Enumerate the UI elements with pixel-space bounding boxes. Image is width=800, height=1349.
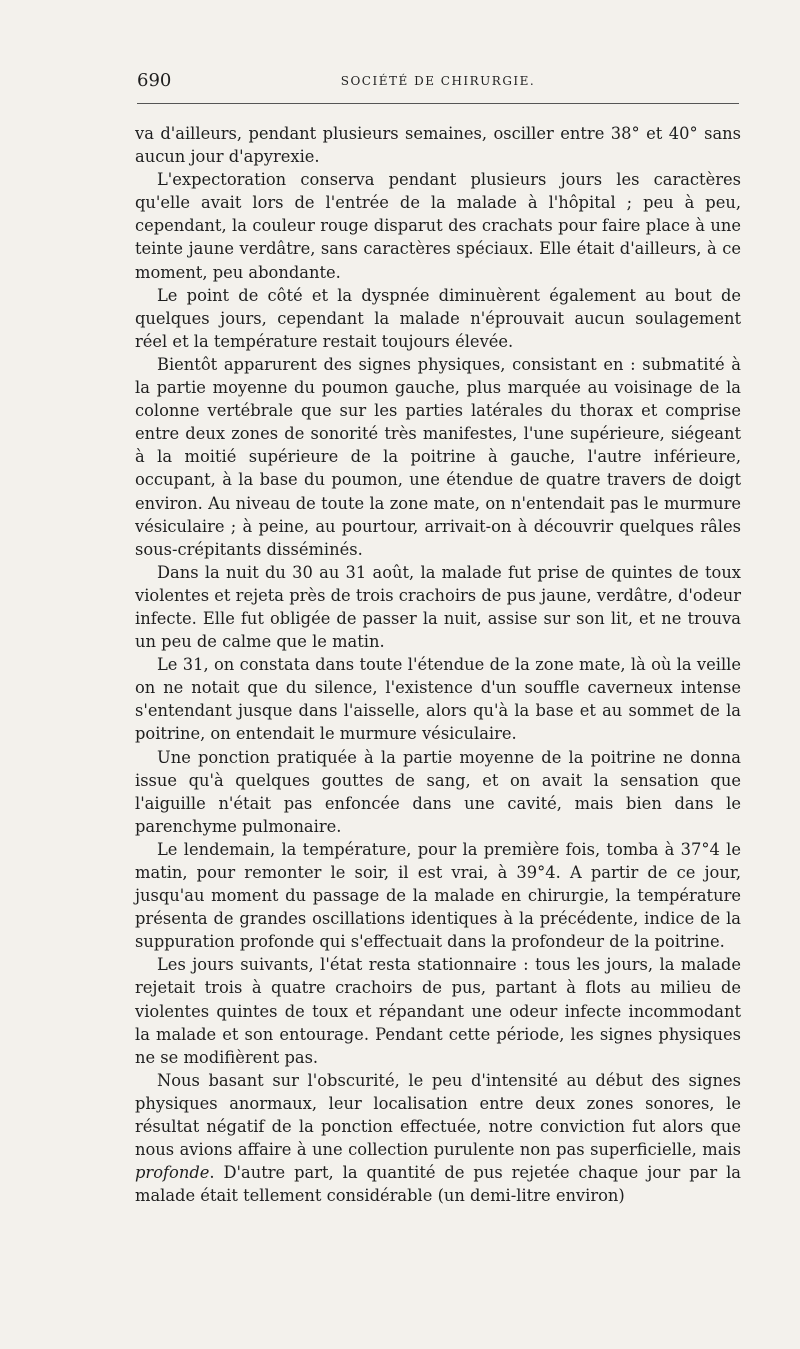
paragraph-text: Nous basant sur l'obscurité, le peu d'intensité au début des signes physiques anormaux, leur localisation entre deux zones sonores, le résultat négatif de la ponction effectuée, notre conviction fut alors que nous avions affaire à une collection purulente non pas superficielle, mais — [135, 1070, 741, 1160]
header-rule — [137, 103, 739, 104]
body-text — [135, 122, 741, 1207]
paragraph: Le 31, on constata dans toute l'étendue de la zone mate, là où la veille on ne notait que du silence, l'existence d'un souffle caverneux intense s'entendant jusque dans l'aisselle, alors qu'à la base et au sommet de la poitrine, on entendait le murmure vésiculaire. — [135, 655, 741, 744]
paragraph: Les jours suivants, l'état resta stationnaire : tous les jours, la malade rejetait trois à quatre crachoirs de pus, partant à flots au milieu de violentes quintes de toux et répandant une odeur infecte incommodant la malade et son entourage. Pendant cette période, les signes physiques ne se modifièrent pas. — [135, 955, 741, 1067]
paragraph: Le lendemain, la température, pour la première fois, tomba à 37°4 le matin, pour remonter le soir, il est vrai, à 39°4. A partir de ce jour, jusqu'au moment du passage de la malade en chirurgie, la température présenta de grandes oscillations identiques à la précédente, indice de la suppuration profonde qui s'effectuait dans la profondeur de la poitrine. — [135, 839, 741, 952]
paragraph: L'expectoration conserva pendant plusieurs jours les caractères qu'elle avait lors de l'entrée de la malade à l'hôpital ; peu à peu, cependant, la couleur rouge disparut des crachats pour faire place à une teinte jaune verdâtre, sans caractères spéciaux. Elle était d'ailleurs, à ce moment, peu abondante. — [135, 170, 741, 282]
paragraph-text: . D'autre part, la quantité de pus rejetée chaque jour par la malade était tellement considérable (un demi-litre environ) — [135, 1163, 741, 1206]
paragraph: va d'ailleurs, pendant plusieurs semaines, osciller entre 38° et 40° sans aucun jour d'apyrexie. — [135, 124, 741, 167]
paragraph: Dans la nuit du 30 au 31 août, la malade fut prise de quintes de toux violentes et rejeta près de trois crachoirs de pus jaune, verdâtre, d'odeur infecte. Elle fut obligée de passer la nuit, assise sur son lit, et ne trouva un peu de calme que le matin. — [135, 562, 741, 652]
emphasis-text: profonde — [135, 1163, 210, 1183]
paragraph — [135, 1069, 741, 1208]
paragraph: Le point de côté et la dyspnée diminuèrent également au bout de quelques jours, cependant la malade n'éprouvait aucun soulagement réel et la température restait toujours élevée. — [135, 285, 741, 351]
page-number: 690 — [137, 70, 172, 91]
running-title: SOCIÉTÉ DE CHIRURGIE. — [340, 74, 536, 88]
paragraph: Bientôt apparurent des signes physiques, consistant en : submatité à la partie moyenne du poumon gauche, plus marquée au voisinage de la colonne vertébrale que sur les parties latérales du thorax et comprise entre deux zones de sonorité très manifestes, l'une supérieure, siégeant à la moitié supérieure de la poitrine à gauche, l'autre inférieure, occupant, à la base du poumon, une étendue de quatre travers de doigt environ. Au niveau de toute la zone mate, on n'entendait pas le murmure vésiculaire ; à peine, au pourtour, arrivait-on à découvrir quelques râles sous-crépitants disséminés. — [135, 354, 741, 559]
paragraph: Une ponction pratiquée à la partie moyenne de la poitrine ne donna issue qu'à quelques gouttes de sang, et on avait la sensation que l'aiguille n'était pas enfoncée dans une cavité, mais bien dans le parenchyme pulmonaire. — [135, 747, 741, 836]
page-header — [137, 70, 739, 92]
